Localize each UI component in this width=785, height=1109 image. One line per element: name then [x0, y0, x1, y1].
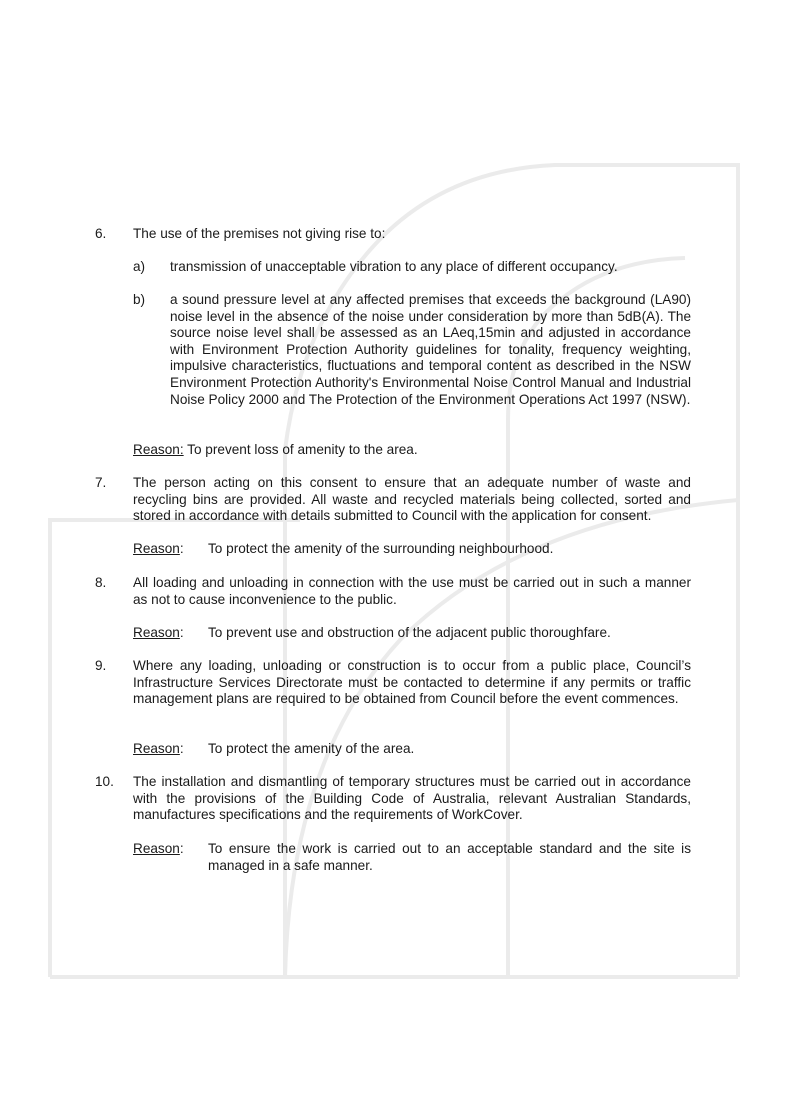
reason-line [133, 442, 418, 459]
reason-colon: : [179, 625, 184, 640]
reason-text: To protect the amenity of the surrounding neighbourhood. [208, 541, 554, 556]
condition-text: The use of the premises not giving rise to: [133, 226, 386, 241]
reason-line [133, 625, 184, 642]
condition-number: 7. [95, 475, 107, 490]
reason-text: To prevent loss of amenity to the area. [183, 442, 418, 457]
condition-number: 6. [95, 226, 107, 241]
reason-colon: : [179, 741, 184, 756]
condition-text: All loading and unloading in connection with the use must be carried out in such a manner as not to cause inconvenience to the public. [133, 575, 691, 607]
reason-label: Reason: [133, 442, 184, 457]
subitem-text: a sound pressure level at any affected premises that exceeds the background (LA90) noise level in the absence of the noise under consideration by more than 5dB(A). The source noise level shall be assessed as an LAeq,15min and adjusted in accordance with Environment Protection Authority guidelines for tonality, frequency weighting, impulsive characteristics, fluctuations and temporal content as described in the NSW Environment Protection Authority's Environmental Noise Control Manual and Industrial Noise Policy 2000 and The Protection of the Environment Operations Act 1997 (NSW). [170, 292, 691, 407]
condition-text: The person acting on this consent to ensure that an adequate number of waste and recycling bins are provided. All waste and recycled materials being collected, sorted and stored in accordance with details submitted to Council with the application for consent. [133, 475, 691, 524]
reason-line [133, 541, 184, 558]
condition-text: Where any loading, unloading or construction is to occur from a public place, Council’s Infrastructure Services Directorate must be contacted to determine if any permits or traffic management plans are required to be obtained from Council before the event commences. [133, 658, 691, 707]
condition-number: 9. [95, 658, 107, 673]
reason-label: Reason [133, 741, 180, 756]
condition-number: 8. [95, 575, 107, 590]
subitem-letter: b) [133, 292, 146, 307]
condition-text: The installation and dismantling of temporary structures must be carried out in accordance with the provisions of the Building Code of Australia, relevant Australian Standards, manufactures specifications and the requirements of WorkCover. [133, 774, 691, 823]
reason-line [133, 841, 184, 858]
reason-line [133, 741, 184, 758]
reason-label: Reason [133, 625, 180, 640]
reason-label: Reason [133, 841, 180, 856]
reason-colon: : [179, 541, 184, 556]
subitem-text: transmission of unacceptable vibration to any place of different occupancy. [170, 259, 618, 274]
reason-text: To ensure the work is carried out to an acceptable standard and the site is managed in a safe manner. [208, 841, 691, 873]
reason-colon: : [179, 841, 184, 856]
reason-text: To prevent use and obstruction of the adjacent public thoroughfare. [208, 625, 611, 640]
subitem-letter: a) [133, 259, 146, 274]
condition-number: 10. [95, 774, 114, 789]
reason-text: To protect the amenity of the area. [208, 741, 415, 756]
reason-label: Reason [133, 541, 180, 556]
